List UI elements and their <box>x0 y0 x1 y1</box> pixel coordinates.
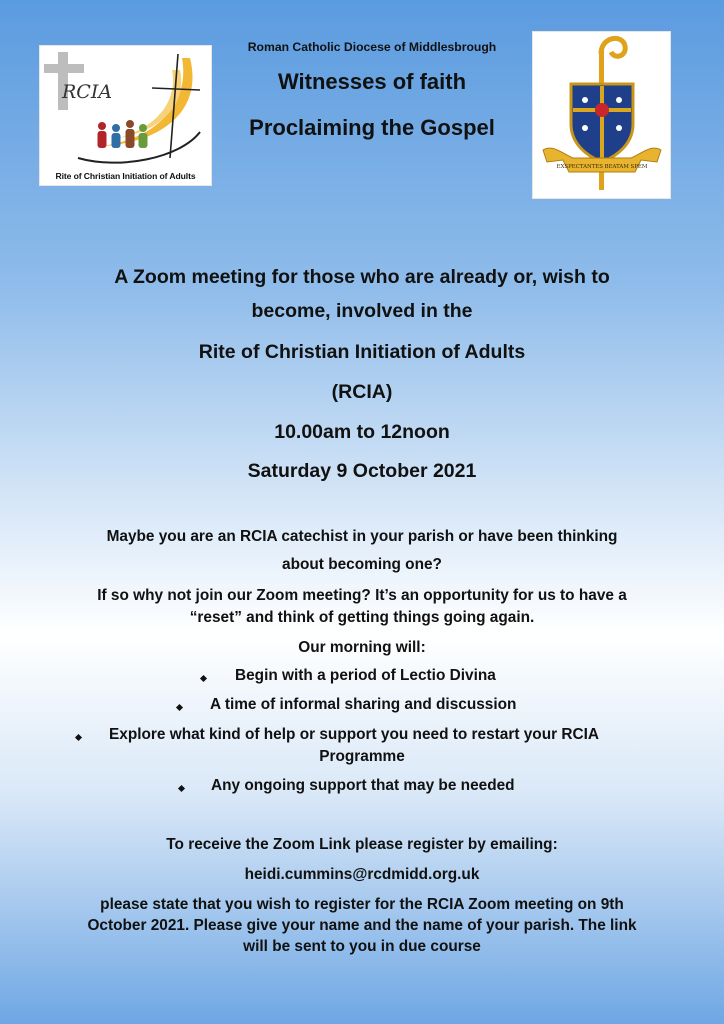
crest-motto: EXSPECTANTES BEATAM SPEM <box>556 164 648 170</box>
para1-line2: about becoming one? <box>282 556 442 573</box>
morning-heading: Our morning will: <box>298 639 426 656</box>
para2-line2: “reset” and think of getting things going again. <box>189 609 535 626</box>
bullet-item-4: Any ongoing support that may be needed <box>211 777 515 794</box>
note-line-3: will be sent to you in due course <box>243 938 481 955</box>
rcia-emblem-icon <box>40 46 211 185</box>
bullet-icon <box>178 785 185 792</box>
bullet-icon <box>176 704 183 711</box>
intro-line-1: A Zoom meeting for those who are already or, wish to <box>114 266 610 288</box>
contact-email[interactable]: heidi.cummins@rcdmidd.org.uk <box>244 866 480 883</box>
rcia-logo <box>40 46 211 185</box>
bullet-item-3: Explore what kind of help or support you need to restart your RCIA <box>109 726 599 743</box>
bullet-item-1: Begin with a period of Lectio Divina <box>235 667 496 684</box>
bullet-icon <box>200 675 207 682</box>
diocese-name: Roman Catholic Diocese of Middlesbrough <box>247 40 497 54</box>
registration-block <box>30 836 694 966</box>
note-line-2: October 2021. Please give your name and the name of your parish. The link <box>87 917 637 934</box>
diocese-crest <box>533 32 670 198</box>
intro-block <box>40 266 684 496</box>
bullet-item-2: A time of informal sharing and discussion <box>210 696 517 713</box>
headline-proclaiming: Proclaiming the Gospel <box>249 115 495 140</box>
para2-line1: If so why not join our Zoom meeting? It’s an opportunity for us to have a <box>97 587 627 604</box>
para1-line1: Maybe you are an RCIA catechist in your parish or have been thinking <box>106 528 618 545</box>
register-instruction: To receive the Zoom Link please register by emailing: <box>166 836 558 853</box>
intro-line-2: become, involved in the <box>251 300 473 322</box>
crest-icon <box>533 32 670 198</box>
note-line-1: please state that you wish to register for the RCIA Zoom meeting on 9th <box>100 896 624 913</box>
intro-line-4: (RCIA) <box>331 381 393 403</box>
rcia-caption: Rite of Christian Initiation of Adults <box>55 171 196 181</box>
meeting-time: 10.00am to 12noon <box>274 421 450 443</box>
intro-line-3: Rite of Christian Initiation of Adults <box>198 341 526 363</box>
bullet-item-3-continued: Programme <box>319 748 405 765</box>
bullet-icon <box>75 734 82 741</box>
rcia-wordmark: RCIA <box>62 81 113 103</box>
body-paragraphs <box>40 528 684 658</box>
headline-witnesses: Witnesses of faith <box>277 69 467 94</box>
meeting-date: Saturday 9 October 2021 <box>247 460 477 482</box>
